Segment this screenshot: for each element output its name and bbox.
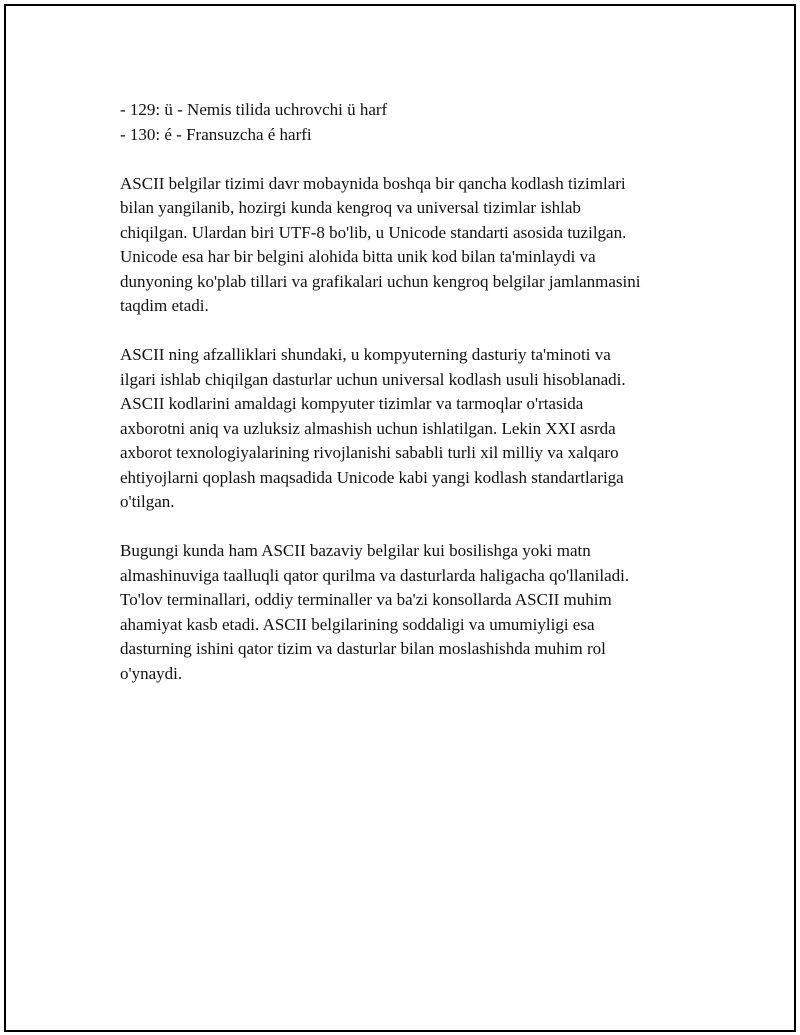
paragraph-ascii-today xyxy=(120,539,700,686)
paragraph-line: dunyoning ko'plab tillari va grafikalari uchun kengroq belgilar jamlanmasini xyxy=(120,271,641,291)
paragraph-line: taqdim etadi. xyxy=(120,296,209,315)
paragraph-line: chiqilgan. Ulardan biri UTF-8 bo'lib, u Unicode standarti asosida tuzilgan. xyxy=(120,222,627,242)
list-item: - 129: ü - Nemis tilida uchrovchi ü harf xyxy=(120,100,388,119)
list-item: - 130: é - Fransuzcha é harfi xyxy=(120,124,312,144)
paragraph-line: ASCII kodlarini amaldagi kompyuter tizimlar va tarmoqlar o'rtasida xyxy=(120,394,584,413)
paragraph-line: axborotni aniq va uzluksiz almashish uchun ishlatilgan. Lekin XXI asrda xyxy=(120,418,616,438)
paragraph-line: bilan yangilanib, hozirgi kunda kengroq va universal tizimlar ishlab xyxy=(120,198,581,217)
paragraph-line: Bugungi kunda ham ASCII bazaviy belgilar kui bosilishga yoki matn xyxy=(120,541,591,560)
paragraph-line: ASCII belgilar tizimi davr mobaynida boshqa bir qancha kodlash tizimlari xyxy=(120,173,626,193)
paragraph-line: ehtiyojlarni qoplash maqsadida Unicode kabi yangi kodlash standartlariga xyxy=(120,467,624,487)
paragraph-line: dasturning ishini qator tizim va dasturlar bilan moslashishda muhim rol xyxy=(120,639,606,658)
paragraph-ascii-advantages xyxy=(120,343,700,515)
character-list xyxy=(120,98,700,147)
paragraph-line: ahamiyat kasb etadi. ASCII belgilarining soddaligi va umumiyligi esa xyxy=(120,614,595,634)
paragraph-line: ASCII ning afzalliklari shundaki, u kompyuterning dasturiy ta'minoti va xyxy=(120,345,611,364)
paragraph-line: o'ynaydi. xyxy=(120,663,183,683)
paragraph-line: Unicode esa har bir belgini alohida bitta unik kod bilan ta'minlaydi va xyxy=(120,247,596,266)
document-page xyxy=(4,4,796,1032)
paragraph-line: axborot texnologiyalarining rivojlanishi sababli turli xil milliy va xalqaro xyxy=(120,443,619,462)
paragraph-line: o'tilgan. xyxy=(120,492,175,511)
document-body xyxy=(120,98,700,686)
paragraph-line: almashinuviga taalluqli qator qurilma va dasturlarda haligacha qo'llaniladi. xyxy=(120,565,630,585)
paragraph-line: ilgari ishlab chiqilgan dasturlar uchun universal kodlash usuli hisoblanadi. xyxy=(120,369,626,389)
paragraph-line: To'lov terminallari, oddiy terminaller va ba'zi konsollarda ASCII muhim xyxy=(120,590,612,609)
paragraph-utf8-unicode xyxy=(120,172,700,319)
